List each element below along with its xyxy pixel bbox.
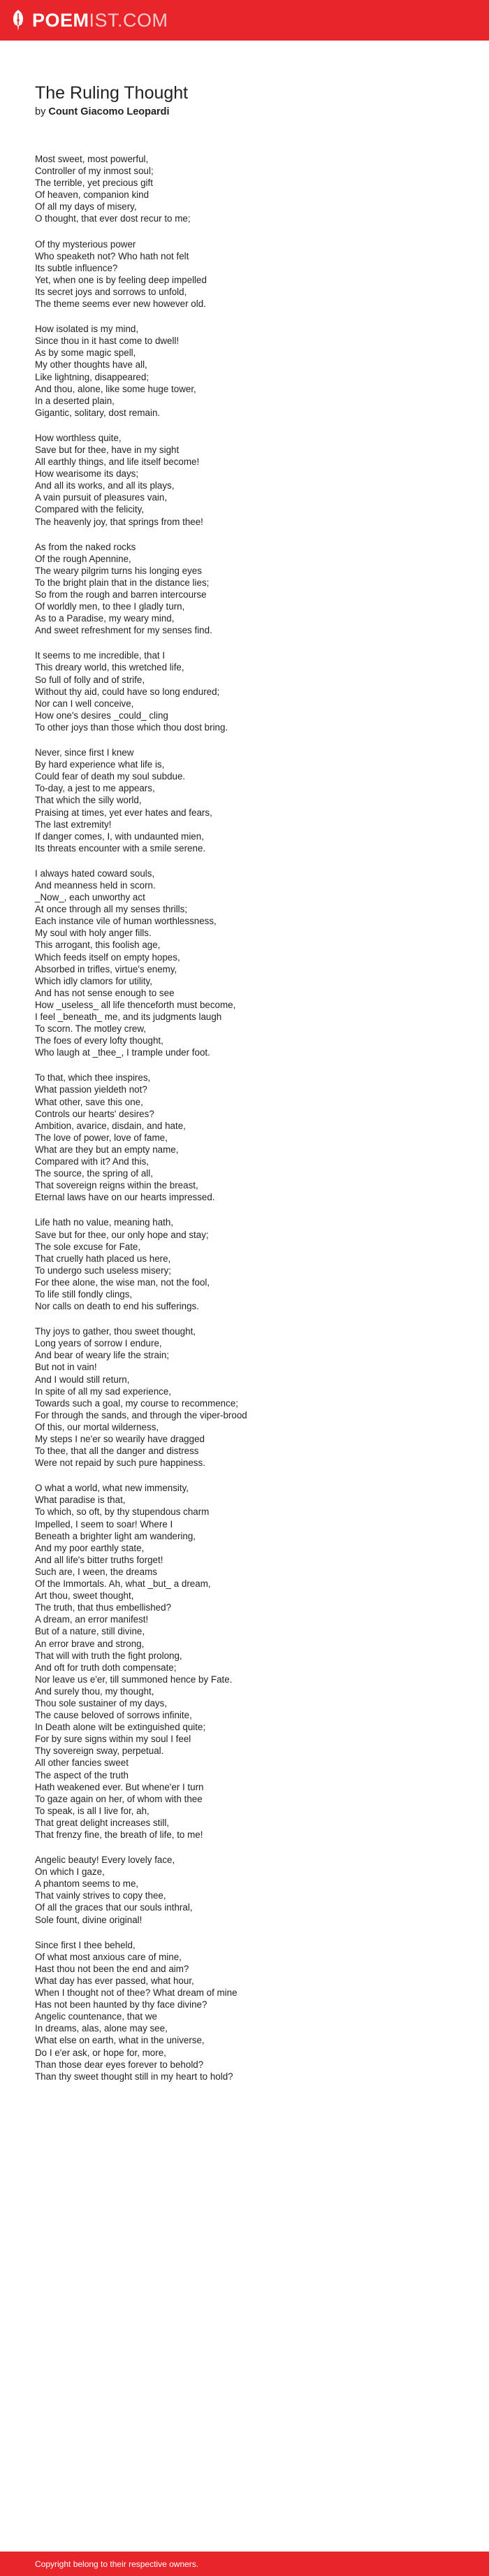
poem-line: Controls our hearts' desires? bbox=[35, 1108, 154, 1119]
poem-line: Could fear of death my soul subdue. bbox=[35, 771, 186, 782]
poem-line: Since thou in it hast come to dwell! bbox=[35, 336, 180, 347]
poem-line: How _useless_ all life thenceforth must become, bbox=[35, 999, 236, 1010]
poem-line: Such are, I ween, the dreams bbox=[35, 1566, 157, 1577]
poem-line: Of this, our mortal wilderness, bbox=[35, 1421, 159, 1432]
poem-line: Its subtle influence? bbox=[35, 262, 118, 273]
poem-body bbox=[35, 153, 461, 2082]
poem-stanza bbox=[35, 432, 461, 528]
poem-line: Thy sovereign sway, perpetual. bbox=[35, 1746, 164, 1757]
poem-line: Which feeds itself on empty hopes, bbox=[35, 951, 180, 963]
poem-line: Beneath a brighter light am wandering, bbox=[35, 1530, 196, 1541]
poem-line: In Death alone wilt be extinguished quite; bbox=[35, 1722, 206, 1733]
poem-line: To-day, a jest to me appears, bbox=[35, 783, 155, 794]
poem-line: Like lightning, disappeared; bbox=[35, 371, 149, 382]
poem-line: To scorn. The motley crew, bbox=[35, 1023, 147, 1035]
poem-line: And all its works, and all its plays, bbox=[35, 480, 175, 491]
poem-line: Hath weakened ever. But whene'er I turn bbox=[35, 1781, 204, 1792]
poem-line: Which idly clamors for utility, bbox=[35, 975, 152, 986]
poem-line: All other fancies sweet bbox=[35, 1757, 129, 1769]
poem-line: And my poor earthly state, bbox=[35, 1542, 145, 1553]
poem-line: To thee, that all the danger and distress bbox=[35, 1446, 199, 1457]
poem-stanza bbox=[35, 1854, 461, 1926]
poem-line: The terrible, yet precious gift bbox=[35, 178, 153, 189]
poem-line: _Now_, each unworthy act bbox=[35, 892, 145, 903]
poem-line: Since first I thee beheld, bbox=[35, 1939, 136, 1950]
poem-line: I always hated coward souls, bbox=[35, 868, 155, 879]
poem-line: Of heaven, companion kind bbox=[35, 189, 149, 201]
poem-line: The love of power, love of fame, bbox=[35, 1132, 168, 1143]
poem-content bbox=[35, 82, 461, 2096]
poem-line: And thou, alone, like some huge tower, bbox=[35, 383, 196, 394]
poem-line: Save but for thee, have in my sight bbox=[35, 444, 180, 455]
poem-line: And sweet refreshment for my senses find. bbox=[35, 625, 212, 636]
poem-line: The aspect of the truth bbox=[35, 1769, 129, 1780]
poem-line: Sole fount, divine original! bbox=[35, 1914, 143, 1925]
poem-line: Controller of my inmost soul; bbox=[35, 166, 154, 177]
poem-line: A phantom seems to me, bbox=[35, 1878, 139, 1890]
poem-line: Thou sole sustainer of my days, bbox=[35, 1697, 168, 1708]
poem-line: Art thou, sweet thought, bbox=[35, 1590, 134, 1602]
poem-line: To undergo such useless misery; bbox=[35, 1265, 172, 1276]
poem-line: Compared with the felicity, bbox=[35, 504, 145, 515]
poem-line: Most sweet, most powerful, bbox=[35, 154, 149, 164]
poem-line: Impelled, I seem to soar! Where I bbox=[35, 1518, 173, 1530]
poem-line: My steps I ne'er so wearily have dragged bbox=[35, 1434, 205, 1444]
byline-label: by bbox=[35, 106, 46, 117]
poem-line: And bear of weary life the strain; bbox=[35, 1350, 170, 1361]
poem-stanza bbox=[35, 238, 461, 310]
poem-line: Never, since first I knew bbox=[35, 747, 134, 758]
poem-stanza bbox=[35, 747, 461, 854]
poem-line: So from the rough and barren intercourse bbox=[35, 589, 207, 600]
poem-line: My other thoughts have all, bbox=[35, 359, 147, 370]
poem-line: The sole excuse for Fate, bbox=[35, 1241, 141, 1252]
poem-line: What else on earth, what in the universe, bbox=[35, 2035, 205, 2046]
poem-line: Nor can I well conceive, bbox=[35, 698, 134, 709]
poem-stanza bbox=[35, 1072, 461, 1203]
poem-stanza bbox=[35, 649, 461, 733]
poem-stanza bbox=[35, 1482, 461, 1841]
poem-line: What paradise is that, bbox=[35, 1495, 126, 1506]
poem-line: But of a nature, still divine, bbox=[35, 1626, 145, 1637]
poem-line: It seems to me incredible, that I bbox=[35, 650, 166, 661]
poem-line: Absorbed in trifles, virtue's enemy, bbox=[35, 963, 177, 974]
poem-line: Towards such a goal, my course to recommence; bbox=[35, 1397, 238, 1409]
poem-line: If danger comes, I, with undaunted mien, bbox=[35, 830, 204, 842]
poem-stanza bbox=[35, 1325, 461, 1469]
poem-line: In dreams, alas, alone may see, bbox=[35, 2023, 168, 2034]
poem-line: Save but for thee, our only hope and stay; bbox=[35, 1229, 209, 1240]
poem-line: Who laugh at _thee_, I trample under foot. bbox=[35, 1047, 210, 1058]
poem-line: Do I e'er ask, or hope for, more, bbox=[35, 2047, 166, 2058]
poem-line: That great delight increases still, bbox=[35, 1817, 170, 1828]
poem-line: To gaze again on her, of whom with thee bbox=[35, 1793, 203, 1804]
poem-line: The foes of every lofty thought, bbox=[35, 1035, 163, 1046]
poem-line: Than those dear eyes forever to behold? bbox=[35, 2059, 204, 2070]
poem-line: Hast thou not been the end and aim? bbox=[35, 1963, 189, 1974]
poem-line: For by sure signs within my soul I feel bbox=[35, 1734, 191, 1745]
poem-line: To other joys than those which thou dost bring. bbox=[35, 721, 228, 733]
poem-line: Life hath no value, meaning hath, bbox=[35, 1217, 174, 1228]
poem-line: To life still fondly clings, bbox=[35, 1288, 133, 1300]
poem-line: And meanness held in scorn. bbox=[35, 879, 156, 891]
poem-line: That frenzy fine, the breath of life, to me! bbox=[35, 1829, 203, 1840]
poem-line: Compared with it? And this, bbox=[35, 1156, 149, 1167]
poem-line: Ambition, avarice, disdain, and hate, bbox=[35, 1120, 186, 1131]
poem-line: To the bright plain that in the distance lies; bbox=[35, 577, 210, 588]
poem-line: To that, which thee inspires, bbox=[35, 1072, 151, 1084]
poem-line: And surely thou, my thought, bbox=[35, 1685, 154, 1697]
poem-line: Its threats encounter with a smile serene. bbox=[35, 842, 206, 854]
poem-line: What are they but an empty name, bbox=[35, 1144, 179, 1155]
poem-line: For through the sands, and through the viper-brood bbox=[35, 1409, 247, 1420]
poem-line: How isolated is my mind, bbox=[35, 324, 139, 335]
copyright-text: Copyright belong to their respective owners. bbox=[35, 2559, 199, 2569]
poem-line: Thy joys to gather, thou sweet thought, bbox=[35, 1326, 196, 1337]
poem-line: My soul with holy anger fills. bbox=[35, 928, 152, 939]
poem-line: And has not sense enough to see bbox=[35, 987, 175, 998]
poem-stanza bbox=[35, 323, 461, 419]
poem-line: That cruelly hath placed us here, bbox=[35, 1253, 171, 1264]
site-footer bbox=[0, 2552, 489, 2576]
poem-line: How worthless quite, bbox=[35, 432, 122, 443]
poem-line: Each instance vile of human worthlessness, bbox=[35, 916, 217, 927]
poem-line: Than thy sweet thought still in my heart to hold? bbox=[35, 2071, 233, 2082]
poem-line: And oft for truth doth compensate; bbox=[35, 1662, 177, 1673]
poem-line: Of thy mysterious power bbox=[35, 238, 136, 250]
site-header bbox=[0, 0, 489, 41]
poem-line: And I would still return, bbox=[35, 1374, 130, 1385]
poem-line: Of the rough Apennine, bbox=[35, 553, 131, 564]
poem-line: O what a world, what new immensity, bbox=[35, 1483, 189, 1494]
poem-line: Without thy aid, could have so long endured; bbox=[35, 686, 220, 697]
poem-line: For thee alone, the wise man, not the fool, bbox=[35, 1276, 210, 1288]
logo-text-light: IST.COM bbox=[89, 9, 168, 31]
poem-line: O thought, that ever dost recur to me; bbox=[35, 213, 191, 224]
poem-line: So full of folly and of strife, bbox=[35, 674, 145, 685]
poem-line: This arrogant, this foolish age, bbox=[35, 940, 161, 951]
site-logo[interactable] bbox=[10, 9, 168, 31]
poem-stanza bbox=[35, 868, 461, 1059]
poem-line: Of the Immortals. Ah, what _but_ a dream, bbox=[35, 1578, 211, 1590]
poem-line: Were not repaid by such pure happiness. bbox=[35, 1458, 205, 1469]
poem-line: By hard experience what life is, bbox=[35, 759, 165, 770]
poem-line: Of what most anxious care of mine, bbox=[35, 1951, 182, 1962]
poem-line: The truth, that thus embellished? bbox=[35, 1602, 172, 1613]
poem-line: How one's desires _could_ cling bbox=[35, 710, 168, 721]
poem-byline bbox=[35, 105, 461, 119]
logo-text-bold: POEM bbox=[32, 9, 89, 31]
site-logo-text bbox=[32, 11, 168, 30]
poem-line: Yet, when one is by feeling deep impelled bbox=[35, 274, 207, 285]
poem-line: In a deserted plain, bbox=[35, 395, 115, 406]
poem-line: As by some magic spell, bbox=[35, 347, 136, 359]
poem-line: Praising at times, yet ever hates and fears, bbox=[35, 807, 212, 818]
poem-line: The weary pilgrim turns his longing eyes bbox=[35, 565, 202, 576]
poem-line: What passion yieldeth not? bbox=[35, 1084, 147, 1095]
poem-line: The last extremity! bbox=[35, 819, 112, 830]
poem-line: Nor leave us e'er, till summoned hence by Fate. bbox=[35, 1674, 233, 1685]
poem-line: The cause beloved of sorrows infinite, bbox=[35, 1710, 192, 1721]
poem-line: Has not been haunted by thy face divine? bbox=[35, 1999, 207, 2010]
poem-author[interactable]: Count Giacomo Leopardi bbox=[48, 106, 170, 117]
poem-line: The theme seems ever new however old. bbox=[35, 298, 206, 310]
poem-line: Of all the graces that our souls inthral, bbox=[35, 1902, 193, 1913]
poem-line: To speak, is all I live for, ah, bbox=[35, 1805, 149, 1816]
poem-line: On which I gaze, bbox=[35, 1866, 105, 1878]
poem-line: Of worldly men, to thee I gladly turn, bbox=[35, 601, 185, 612]
poem-line: Who speaketh not? Who hath not felt bbox=[35, 250, 189, 261]
poem-stanza bbox=[35, 1939, 461, 2082]
poem-stanza bbox=[35, 1216, 461, 1312]
poem-line: What day has ever passed, what hour, bbox=[35, 1975, 194, 1986]
poem-line: That sovereign reigns within the breast, bbox=[35, 1180, 198, 1191]
poem-line: Its secret joys and sorrows to unfold, bbox=[35, 286, 187, 297]
poem-stanza bbox=[35, 153, 461, 225]
poem-line: Angelic countenance, that we bbox=[35, 2011, 157, 2022]
poem-line: I feel _beneath_ me, and its judgments laugh bbox=[35, 1012, 222, 1022]
poem-line: That vainly strives to copy thee, bbox=[35, 1890, 166, 1901]
poem-line: As from the naked rocks bbox=[35, 541, 136, 552]
poem-line: But not in vain! bbox=[35, 1362, 97, 1373]
poem-line: This dreary world, this wretched life, bbox=[35, 662, 184, 673]
poem-line: All earthly things, and life itself become! bbox=[35, 456, 200, 468]
poem-line: Angelic beauty! Every lovely face, bbox=[35, 1855, 175, 1866]
poem-line: Nor calls on death to end his sufferings. bbox=[35, 1301, 199, 1312]
poem-line: The heavenly joy, that springs from thee! bbox=[35, 516, 203, 527]
poem-line: The source, the spring of all, bbox=[35, 1168, 153, 1179]
poem-line: Gigantic, solitary, dost remain. bbox=[35, 407, 161, 418]
poem-line: Of all my days of misery, bbox=[35, 201, 137, 213]
poem-line: And all life's bitter truths forget! bbox=[35, 1554, 163, 1565]
poem-line: As to a Paradise, my weary mind, bbox=[35, 613, 175, 624]
poem-line: A dream, an error manifest! bbox=[35, 1614, 149, 1625]
poem-line: That will with truth the fight prolong, bbox=[35, 1650, 182, 1661]
poem-stanza bbox=[35, 541, 461, 637]
poem-line: When I thought not of thee? What dream of mine bbox=[35, 1987, 238, 1999]
poem-line: How wearisome its days; bbox=[35, 468, 139, 480]
poem-line: What other, save this one, bbox=[35, 1096, 143, 1107]
poem-line: To which, so oft, by thy stupendous charm bbox=[35, 1506, 210, 1518]
poem-line: Long years of sorrow I endure, bbox=[35, 1338, 162, 1349]
quill-pen-icon bbox=[10, 9, 27, 31]
poem-title: The Ruling Thought bbox=[35, 83, 189, 103]
poem-line: That which the silly world, bbox=[35, 795, 142, 806]
poem-line: In spite of all my sad experience, bbox=[35, 1386, 172, 1397]
poem-line: Eternal laws have on our hearts impressed. bbox=[35, 1192, 215, 1203]
poem-line: At once through all my senses thrills; bbox=[35, 904, 188, 915]
poem-line: An error brave and strong, bbox=[35, 1638, 145, 1649]
poem-line: A vain pursuit of pleasures vain, bbox=[35, 492, 168, 503]
